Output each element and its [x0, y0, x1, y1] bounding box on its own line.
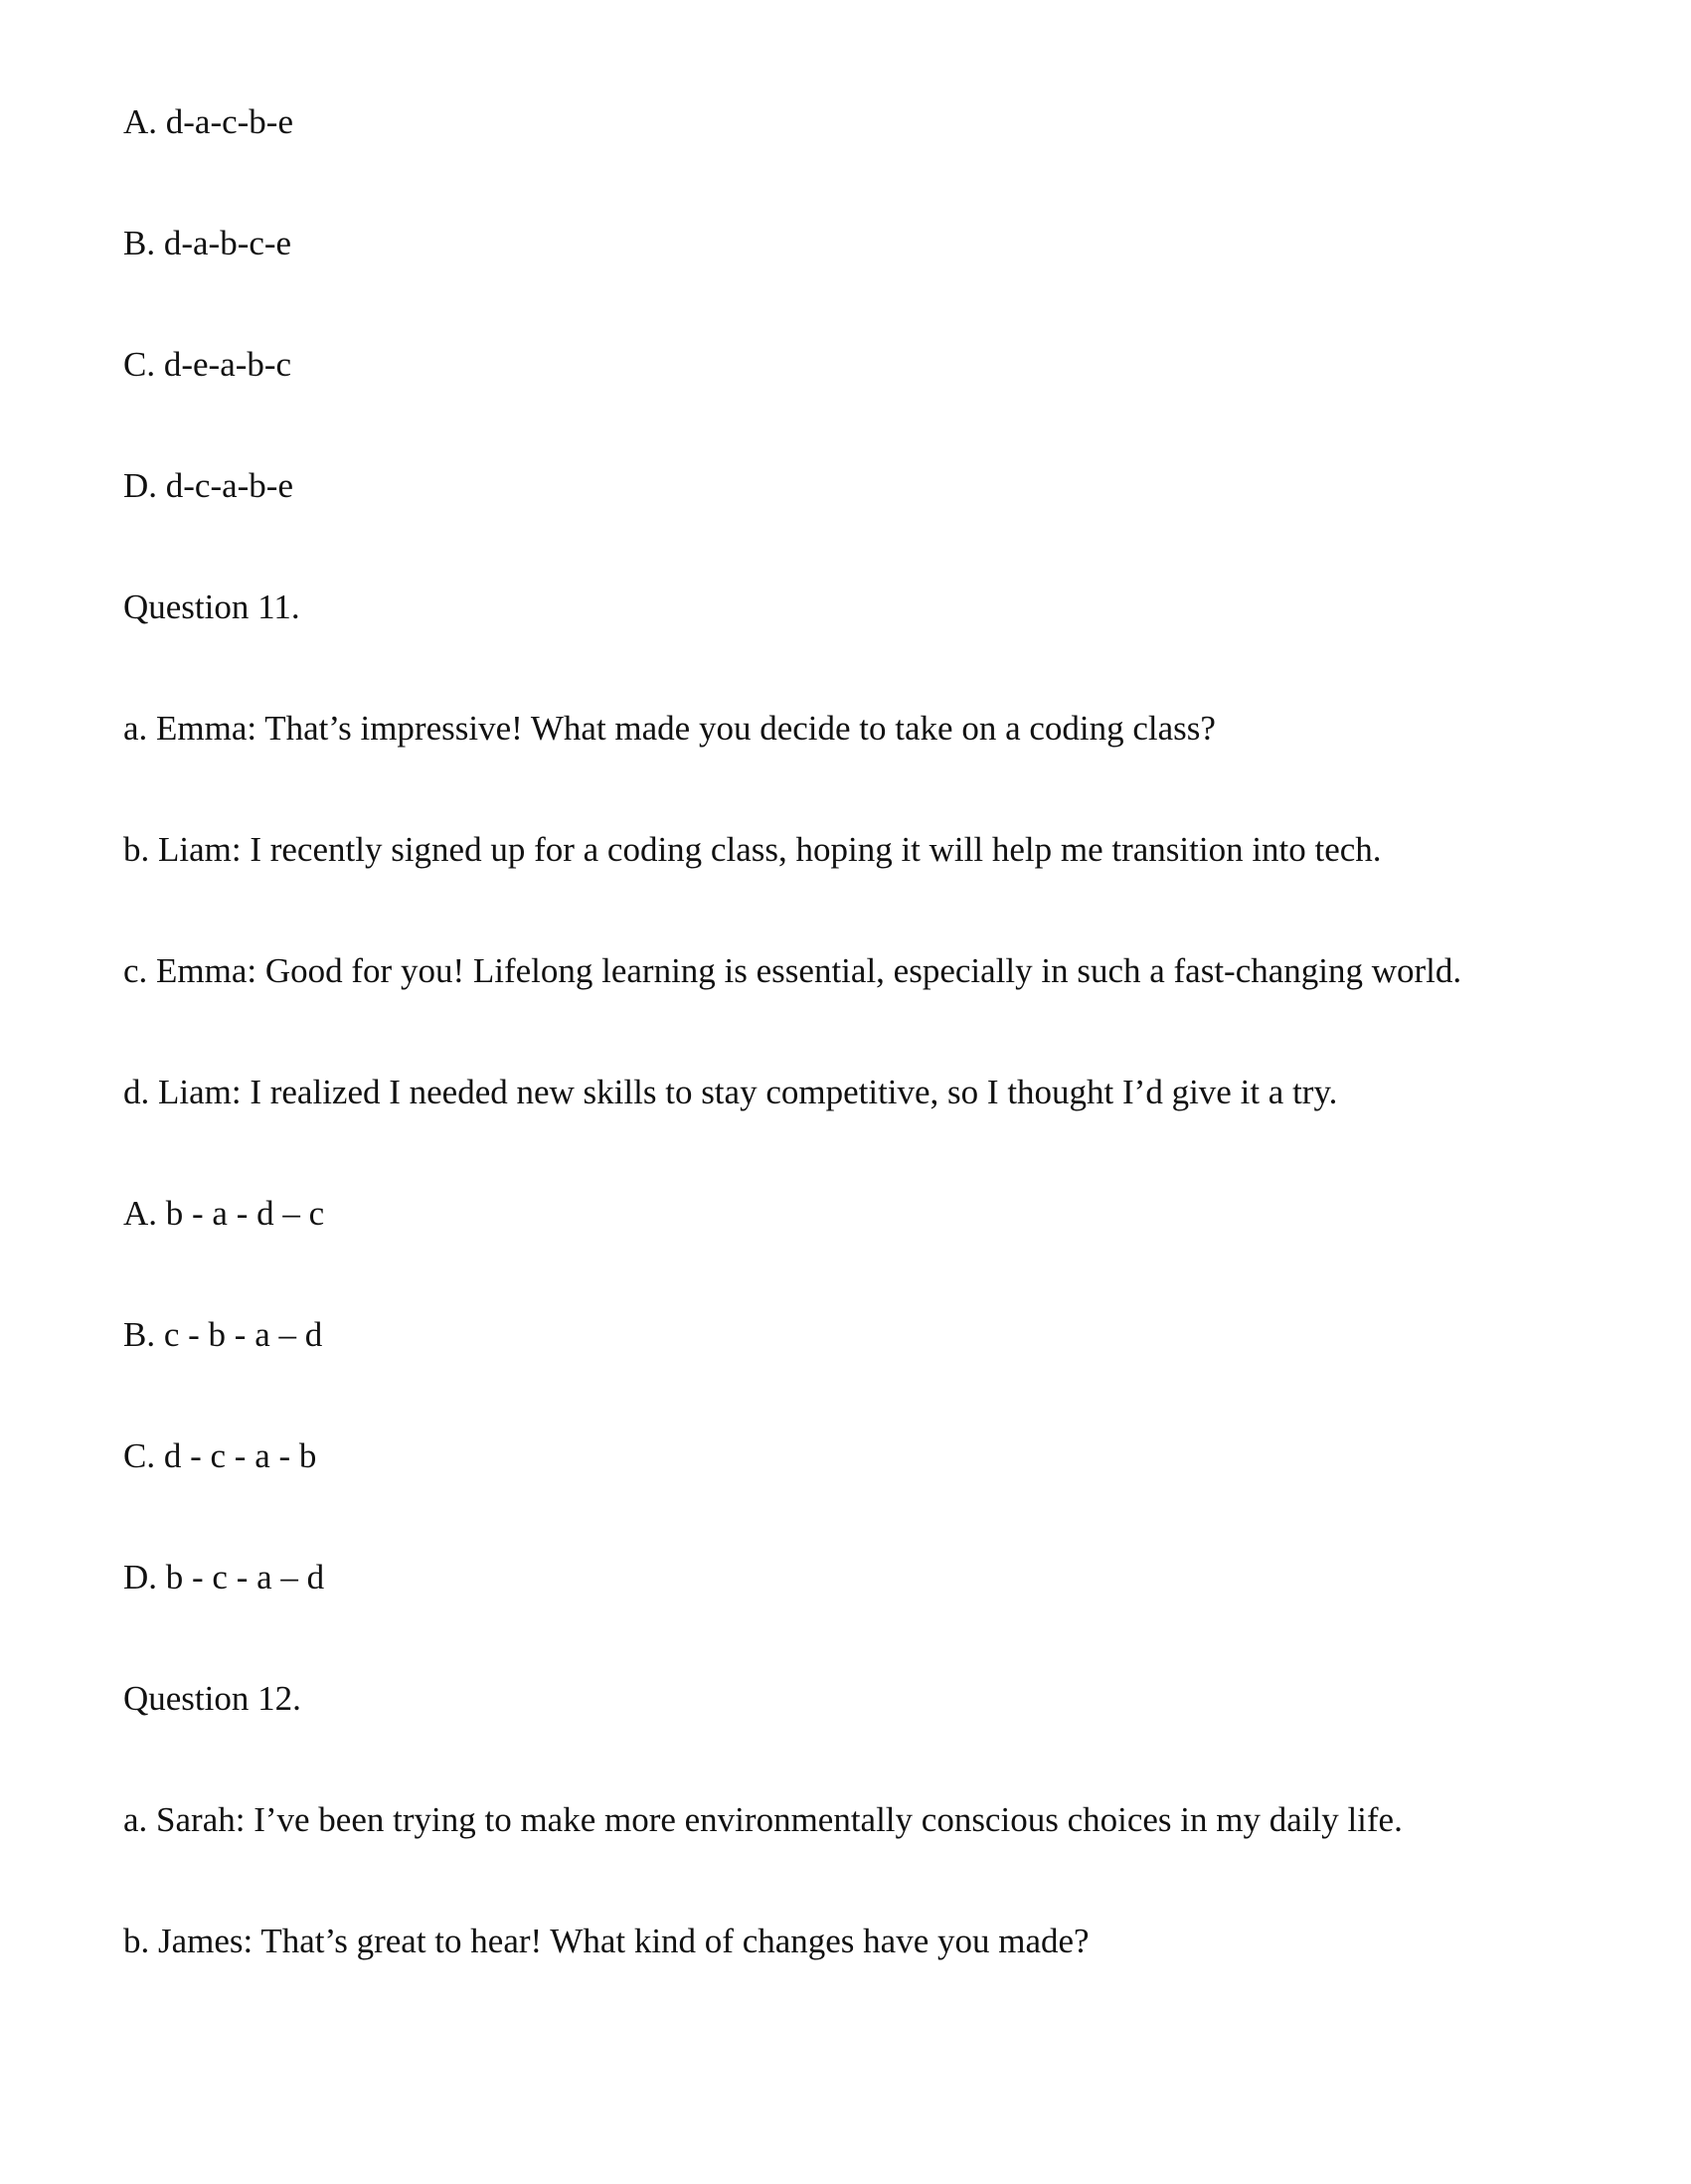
question-11-line-d: d. Liam: I realized I needed new skills to stay competitive, so I thought I’d give it a try.	[123, 1073, 1338, 1111]
prev-option-b: B. d-a-b-c-e	[123, 224, 292, 262]
question-11-line-b: b. Liam: I recently signed up for a coding class, hoping it will help me transition into tech.	[123, 830, 1382, 869]
question-11-option-c: C. d - c - a - b	[123, 1436, 317, 1475]
question-11-title: Question 11.	[123, 588, 300, 626]
question-12-line-a: a. Sarah: I’ve been trying to make more environmentally conscious choices in my daily life.	[123, 1800, 1403, 1839]
question-11-option-a: A. b - a - d – c	[123, 1194, 325, 1233]
question-11-option-d: D. b - c - a – d	[123, 1558, 325, 1596]
prev-option-d: D. d-c-a-b-e	[123, 466, 294, 505]
question-11-line-c: c. Emma: Good for you! Lifelong learning is essential, especially in such a fast-changing world.	[123, 951, 1462, 990]
prev-option-c: C. d-e-a-b-c	[123, 345, 292, 384]
question-11-option-b: B. c - b - a – d	[123, 1315, 323, 1354]
question-12-line-b: b. James: That’s great to hear! What kind of changes have you made?	[123, 1922, 1090, 1960]
question-11-line-a: a. Emma: That’s impressive! What made you decide to take on a coding class?	[123, 709, 1216, 748]
prev-option-a: A. d-a-c-b-e	[123, 102, 294, 141]
question-12-title: Question 12.	[123, 1679, 301, 1718]
